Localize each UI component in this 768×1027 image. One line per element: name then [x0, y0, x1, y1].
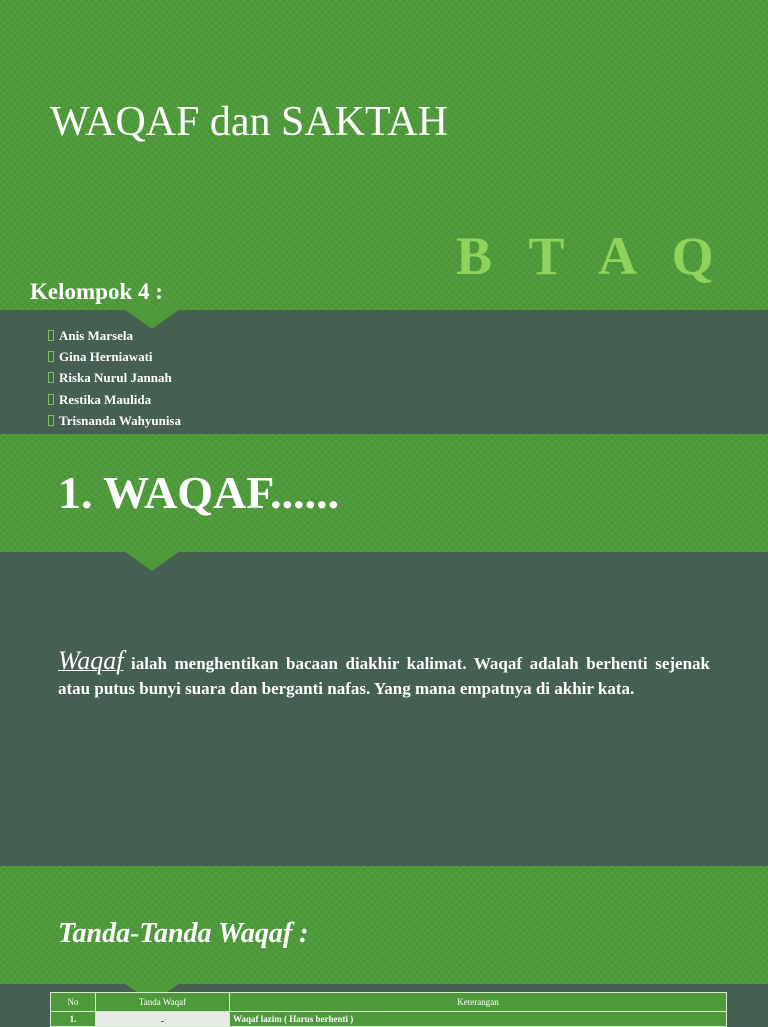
waqaf-signs-table	[50, 992, 727, 1027]
definition-text: ialah menghentikan bacaan diakhir kalimat. Waqaf adalah berhenti sejenak atau putus bunyi suara dan berganti nafas. Yang mana empatnya di akhir kata.	[58, 654, 710, 698]
list-item	[48, 389, 181, 410]
table-row	[51, 1012, 727, 1027]
waqaf-term: Waqaf	[58, 646, 124, 675]
cell-sign: ـ	[96, 1012, 230, 1027]
list-item	[48, 367, 181, 388]
list-item	[48, 325, 181, 346]
member-name: Trisnanda Wahyunisa	[59, 412, 181, 428]
cell-description: Waqaf lazim ( Harus berhenti )	[230, 1012, 727, 1027]
slide2-notch	[124, 551, 180, 571]
member-name: Riska Nurul Jannah	[59, 370, 172, 386]
bullet-icon	[48, 372, 54, 383]
cell-no: 1.	[51, 1012, 96, 1027]
table-header-row	[51, 993, 727, 1012]
list-item	[48, 410, 181, 431]
member-list	[48, 325, 181, 431]
slide3-heading: Tanda-Tanda Waqaf :	[58, 918, 309, 949]
column-header-sign: Tanda Waqaf	[96, 993, 230, 1012]
slide1-title: WAQAF dan SAKTAH	[50, 99, 448, 145]
slide2-heading: 1. WAQAF......	[58, 467, 340, 518]
slide1-subtitle: B T A Q	[456, 226, 726, 286]
group-label: Kelompok 4 :	[30, 279, 163, 304]
waqaf-definition	[58, 648, 710, 701]
bullet-icon	[48, 394, 54, 405]
member-name: Restika Maulida	[59, 391, 152, 407]
bullet-icon	[48, 330, 54, 341]
column-header-no: No	[51, 993, 96, 1012]
bullet-icon	[48, 351, 54, 362]
member-name: Anis Marsela	[59, 328, 134, 343]
bullet-icon	[48, 415, 54, 426]
member-name: Gina Herniawati	[59, 349, 153, 365]
column-header-description: Keterangan	[230, 993, 727, 1012]
list-item	[48, 346, 181, 367]
